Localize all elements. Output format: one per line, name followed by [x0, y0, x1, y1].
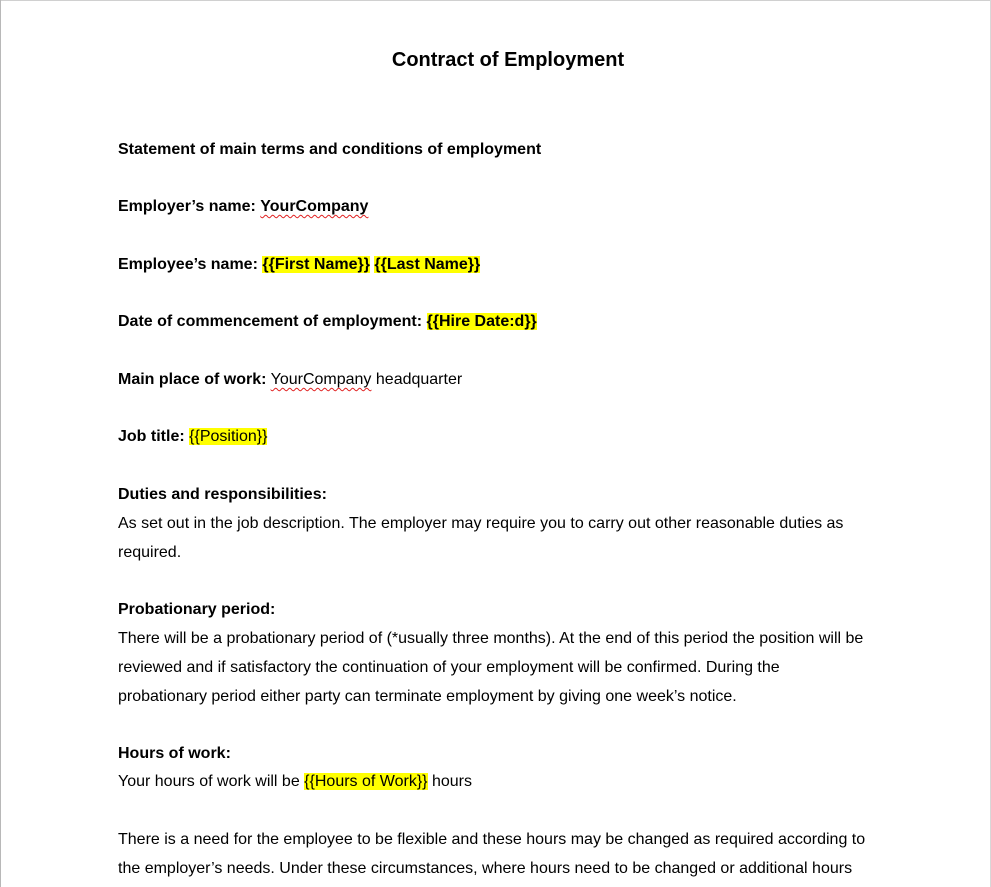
hire-date-field[interactable]: {{Hire Date:d}}: [426, 313, 537, 330]
flexibility-line: There is a need for the employee to be flexible and these hours may be changed as required according to: [118, 831, 866, 848]
document-title: Contract of Employment: [391, 49, 625, 71]
hours-of-work-field[interactable]: {{Hours of Work}}: [304, 773, 428, 790]
hours-line: [118, 770, 472, 794]
employer-name-label: Employer’s name:: [118, 198, 256, 215]
hours-suffix: hours: [427, 773, 472, 790]
commencement-label: Date of commencement of employment:: [118, 313, 423, 330]
position-field[interactable]: {{Position}}: [189, 428, 268, 445]
duties-line: required.: [118, 544, 182, 561]
employer-name-value: YourCompany: [260, 198, 369, 215]
flexibility-text: [118, 825, 908, 883]
employee-name-label: Employee’s name:: [118, 256, 258, 273]
duties-line: As set out in the job description. The employer may require you to carry out other reasonable duties as: [118, 515, 844, 532]
hours-prefix: Your hours of work will be: [118, 773, 305, 790]
place-of-work-label: Main place of work:: [118, 371, 267, 388]
employee-first-name-field[interactable]: {{First Name}}: [262, 256, 370, 273]
probation-line: probationary period either party can terminate employment by giving one week’s notice.: [118, 688, 737, 705]
probation-line: reviewed and if satisfactory the continuation of your employment will be confirmed. During the: [118, 659, 780, 676]
place-of-work-company: YourCompany: [270, 371, 372, 388]
statement-heading: Statement of main terms and conditions of employment: [118, 141, 542, 158]
duties-heading: Duties and responsibilities:: [118, 486, 327, 503]
place-of-work-suffix: headquarter: [375, 371, 463, 388]
flexibility-line: the employer’s needs. Under these circumstances, where hours need to be changed or additional hours: [118, 860, 853, 877]
employee-last-name-field[interactable]: {{Last Name}}: [374, 256, 481, 273]
place-of-work-line: [118, 368, 462, 392]
probation-heading: Probationary period:: [118, 601, 276, 618]
employer-name-line: [118, 195, 368, 219]
job-title-label: Job title:: [118, 428, 185, 445]
probation-text: [118, 624, 908, 711]
page-left-edge: [0, 0, 1, 887]
employee-name-line: [118, 253, 480, 277]
duties-text: [118, 509, 908, 567]
probation-line: There will be a probationary period of (*usually three months). At the end of this period the position will be: [118, 630, 864, 647]
hours-heading: Hours of work:: [118, 745, 231, 762]
job-title-line: [118, 425, 267, 449]
page-top-edge: [0, 0, 991, 1]
commencement-line: [118, 310, 537, 334]
